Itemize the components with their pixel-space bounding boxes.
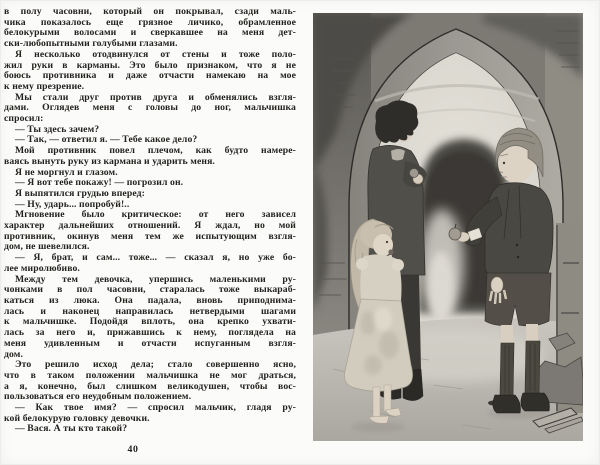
text-line: — Ну, ударь... попробуй!.. [15,198,130,210]
text-line: боюсь противника и даже отчасти намекаю на мое [4,70,296,82]
text-line: — Так, — ответил я. — Тебе какое дело? [15,134,198,146]
text-line: кой белокурую головку девочки. [4,412,150,424]
text-line: — Как твое имя? — спросил мальчик, гладя ру- [15,402,296,414]
text-line: — Я вот тебе покажу! — погрозил он. [15,177,184,189]
chapel-scene-drawing [313,13,583,441]
boots [493,395,521,413]
text-line: — Я, брат, и сам... тоже... — сказал я, но уже бо- [15,252,296,264]
text-line: характер дальнейших отношений. Я ждал, но мой [4,220,296,232]
illustration [313,13,583,441]
text-line: спросил: [4,113,44,125]
text-line: лась за него и, прижавшись к нему, поглядела на [4,327,296,339]
text-line: меня удивленным и отчасти испуганным взгля- [4,337,296,349]
text-line: жил руки в карманы. Это было признаком, что я не [4,59,296,71]
text-line: Мгновение было критическое: от него зависел [15,209,296,221]
text-line: Это решило исход дела; стало совершенно ясно, [15,359,296,371]
text-line: Я не моргнул и глазом. [15,166,118,178]
apple-in-hand [410,169,419,178]
text-line: белокурыми волосами и сверкавшее на меня дет- [4,27,296,39]
page-number: 40 [127,444,139,455]
text-line: пользоваться его неудобным положением. [4,391,192,403]
text-line: Между тем девочка, упершись маленькими ру- [15,273,296,285]
text-line: чика показалось еще грязное личико, обрамленное [4,16,296,28]
text-column [4,7,296,435]
text-line: Я несколько отодвинулся от стены и тоже поло- [15,48,296,60]
text-line: каться из люка. Она падала, вновь приподнима- [4,294,296,306]
text-line: в полу часовни, который он покрывал, сзади маль- [4,6,296,17]
dark-jacket [485,183,553,275]
text-line: дом, не шевелился. [4,241,90,253]
apple [449,228,461,240]
text-line: — Вася. А ты кто такой? [15,423,128,435]
long-socks [500,343,514,397]
text-line: Мой противник повел плечом, как будто намере- [15,145,296,157]
text-line: Мы стали друг против друга и обменялись взгля- [15,91,296,103]
text-line: противник, окинув меня тем же испытующим взгля- [4,230,296,242]
text-line: а я, конечно, был слишком великодушен, чтобы вос- [4,380,296,392]
text-line: что в таком положении мальчишка не мог драться, [4,369,296,381]
text-line: дами. Оглядев меня с головы до ног, мальчишка [4,102,296,114]
text-line: к мальчишке. Подойдя вплоть, она крепко ухвати- [4,316,296,328]
text-line: ваясь вынуть руку из кармана и ударить меня. [4,155,215,167]
text-line: Я выпятился грудью вперед: [15,187,145,199]
text-line: чонками в пол часовни, старалась тоже выкараб- [4,284,296,296]
text-line: дом. [4,348,23,360]
text-line: — Ты здесь зачем? [15,123,100,135]
text-line: ски-любопытными голубыми глазами. [4,38,178,50]
text-line: лась и наконец направилась нетвердыми шагами [4,305,296,317]
text-line: лее миролюбиво. [4,262,80,274]
text-line: к нему презрение. [4,80,85,92]
bite-of-apple [388,249,393,254]
